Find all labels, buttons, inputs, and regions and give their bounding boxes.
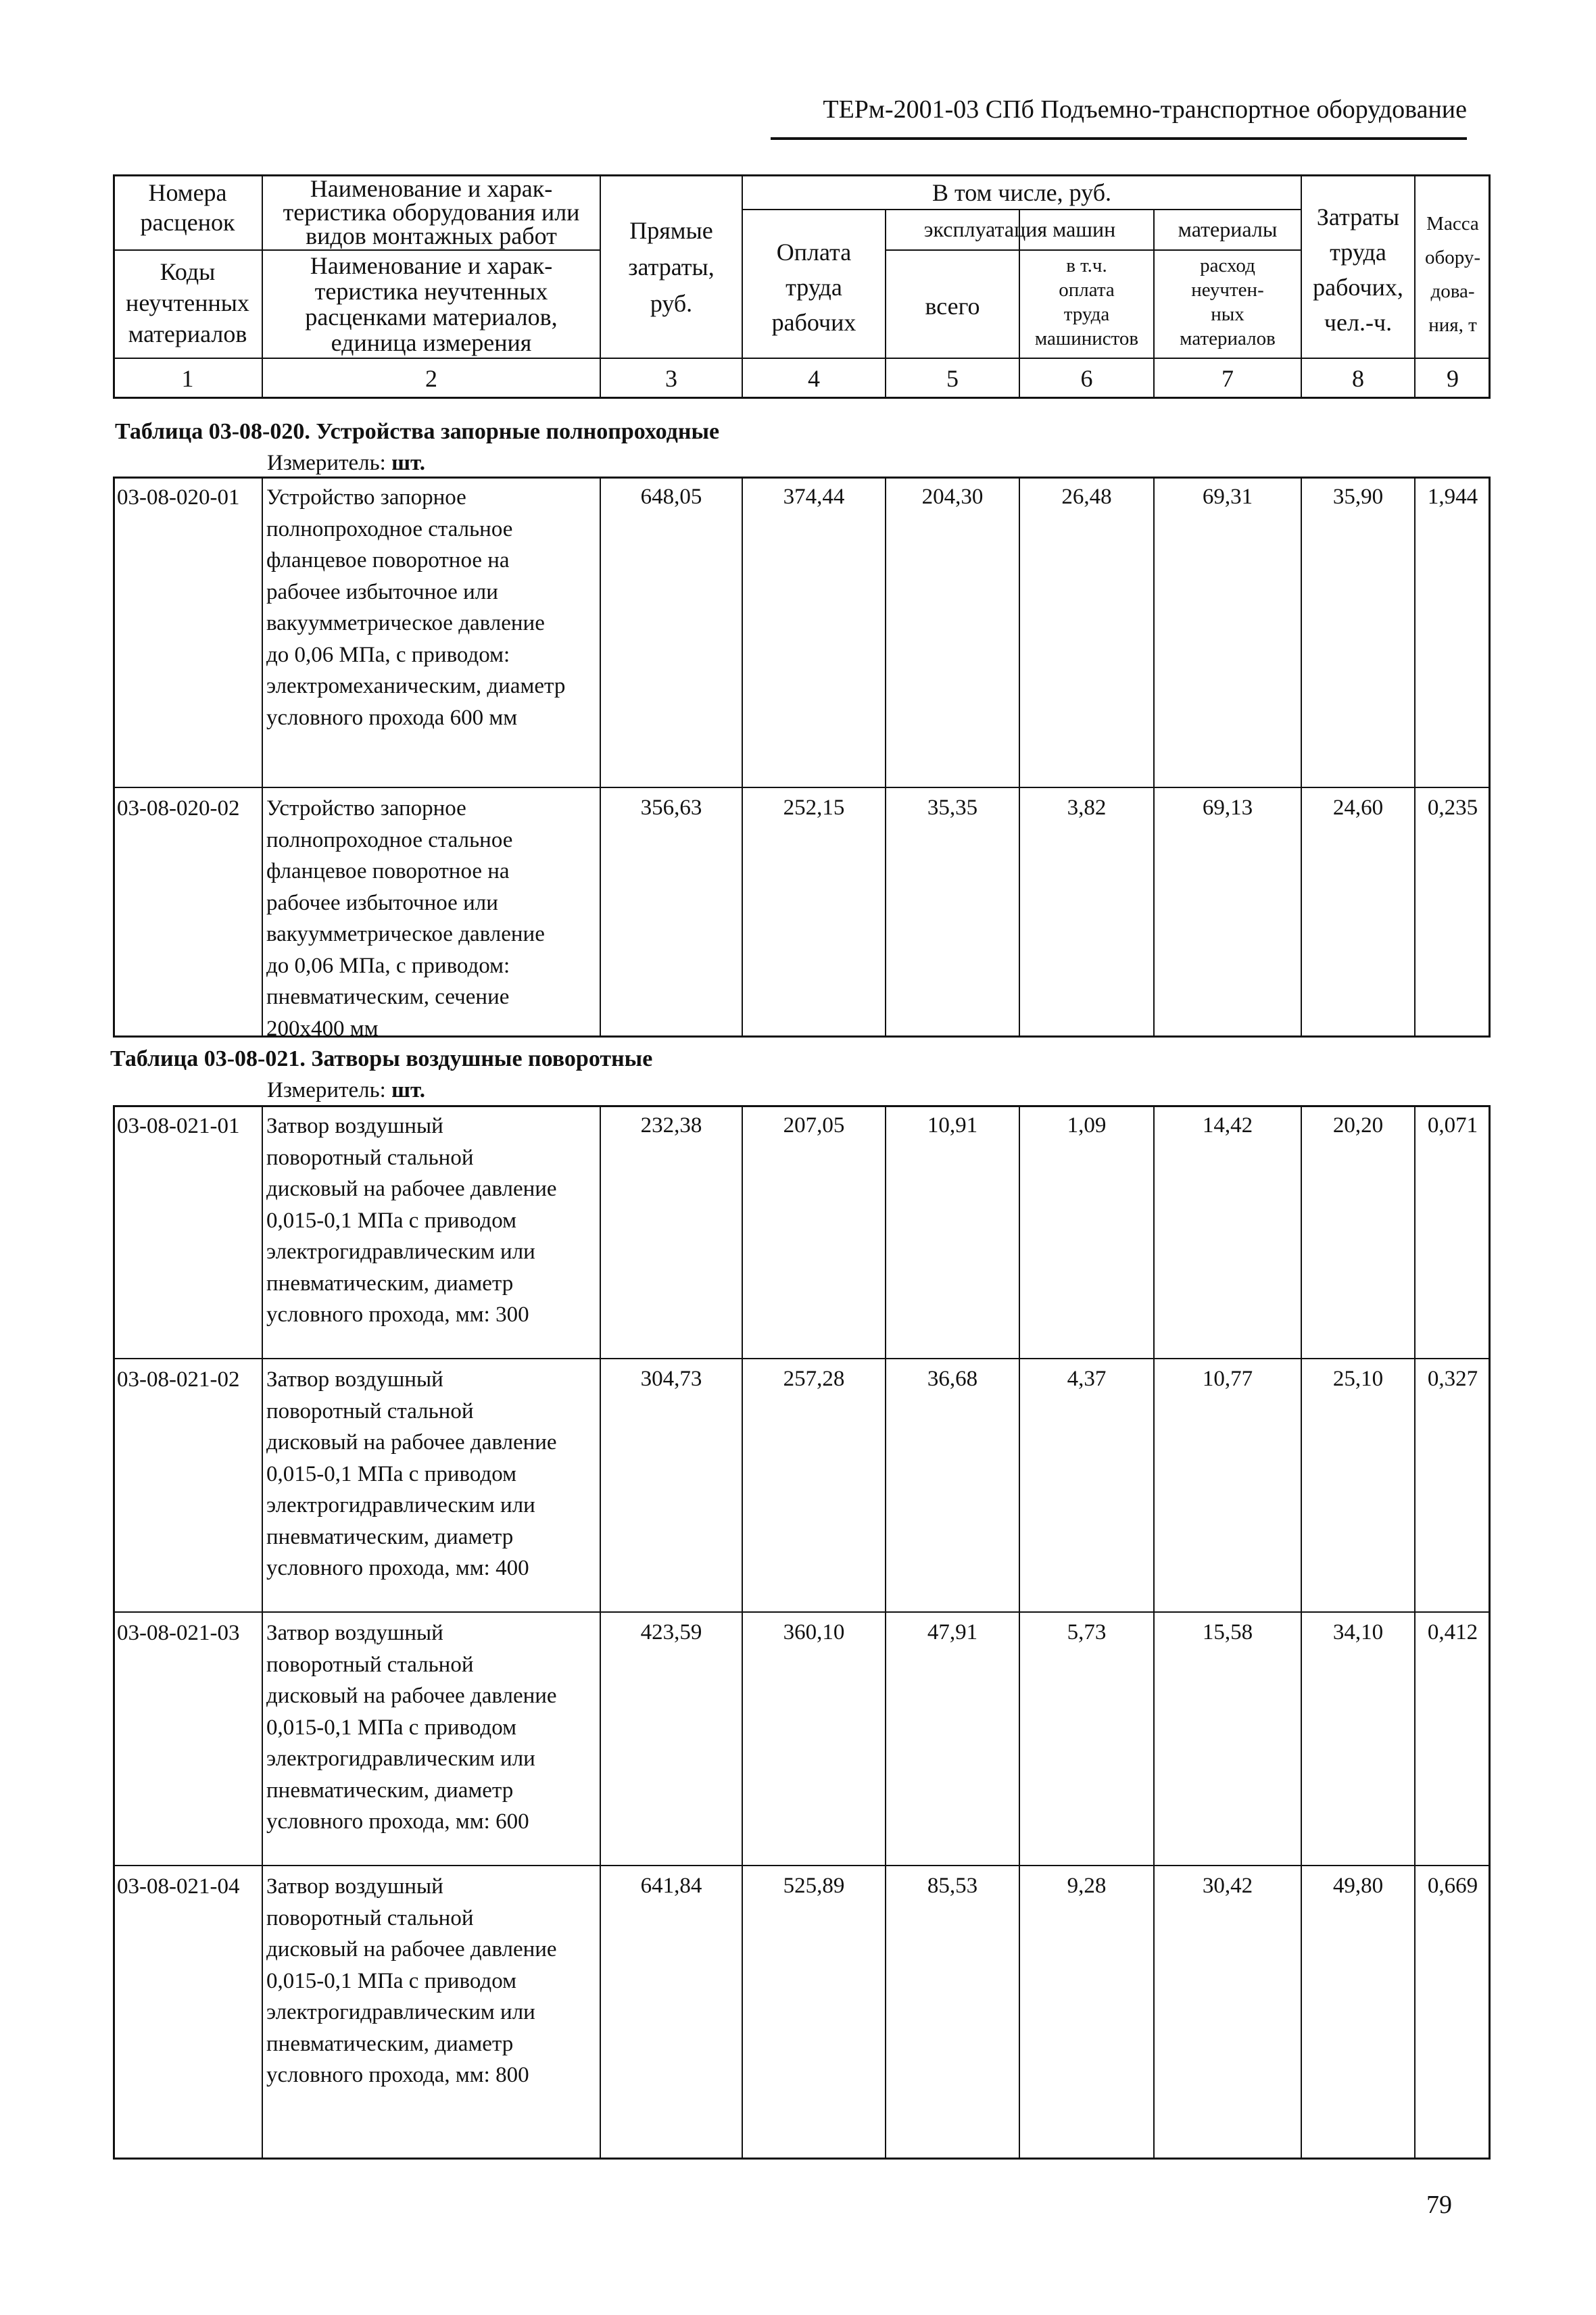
header-col2-bottom: теристика неучтенных — [314, 278, 548, 305]
work-description-line: до 0,06 МПа, с приводом: — [266, 953, 510, 978]
page-number: 79 — [1426, 2191, 1452, 2219]
table-column-rule — [1153, 477, 1155, 1038]
cost-value: 257,28 — [783, 1367, 845, 1391]
cost-value: 0,669 — [1427, 1874, 1478, 1898]
work-description-line: поворотный стальной — [266, 1398, 474, 1423]
header-col8: рабочих, — [1313, 274, 1403, 301]
rate-code: 03-08-020-02 — [117, 796, 240, 821]
work-description-line: вакуумметрическое давление — [266, 611, 545, 635]
work-description-line: электрогидравлическим или — [266, 1493, 535, 1517]
header-rule — [771, 137, 1467, 140]
cost-value: 3,82 — [1067, 796, 1107, 820]
work-description-line: 0,015-0,1 МПа с приводом — [266, 1968, 516, 1993]
cost-value: 423,59 — [640, 1620, 702, 1644]
work-description-line: поворотный стальной — [266, 1145, 474, 1170]
header-column-number: 1 — [181, 365, 194, 392]
cost-value: 36,68 — [927, 1367, 978, 1391]
work-description-line: условного прохода, мм: 400 — [266, 1556, 529, 1580]
cost-value: 648,05 — [640, 485, 702, 509]
section-caption: Таблица 03-08-021. Затворы воздушные поворотные — [110, 1046, 653, 1071]
header-column-number: 2 — [425, 365, 437, 392]
section-caption: Таблица 03-08-020. Устройства запорные полнопроходные — [115, 419, 720, 444]
cost-value: 525,89 — [783, 1874, 845, 1898]
unit-value: шт. — [391, 451, 425, 475]
header-col7: расход — [1200, 255, 1255, 276]
header-col3: руб. — [650, 290, 693, 317]
header-col1-top: расценок — [140, 209, 235, 236]
cost-value: 0,235 — [1427, 796, 1478, 820]
cost-value: 360,10 — [783, 1620, 845, 1644]
cost-value: 9,28 — [1067, 1874, 1107, 1898]
work-description-line: электромеханическим, диаметр — [266, 674, 566, 698]
unit-line: Измеритель: шт. — [267, 451, 425, 475]
work-description-line: поворотный стальной — [266, 1652, 474, 1677]
work-description-line: 200x400 мм — [266, 1016, 379, 1041]
cost-value: 14,42 — [1202, 1113, 1253, 1138]
cost-value: 69,13 — [1202, 796, 1253, 820]
header-col7: материалов — [1180, 328, 1276, 349]
cost-value: 4,37 — [1067, 1367, 1107, 1391]
header-col2-bottom: единица измерения — [331, 329, 532, 356]
cost-value: 232,38 — [640, 1113, 702, 1138]
header-column-number: 4 — [808, 365, 820, 392]
header-col4: труда — [785, 274, 842, 301]
header-group-label: В том числе, руб. — [932, 179, 1112, 206]
header-materials-label: материалы — [1178, 217, 1278, 241]
work-description-line: фланцевое поворотное на — [266, 548, 510, 572]
rate-code: 03-08-021-02 — [117, 1367, 240, 1392]
cost-value: 35,35 — [927, 796, 978, 820]
header-col1-bottom: неучтенных — [126, 289, 249, 316]
cost-value: 10,91 — [927, 1113, 978, 1138]
header-machines-label: эксплуатация машин — [923, 217, 1116, 241]
unit-line: Измеритель: шт. — [267, 1078, 425, 1102]
header-col1-bottom: Коды — [160, 258, 216, 285]
table-column-rule — [262, 1105, 263, 2160]
cost-value: 374,44 — [783, 485, 845, 509]
work-description-line: условного прохода, мм: 600 — [266, 1809, 529, 1834]
table-column-rule — [1301, 477, 1302, 1038]
header-col8: чел.-ч. — [1324, 309, 1393, 336]
work-description-line: дисковый на рабочее давление — [266, 1937, 557, 1961]
header-col2-bottom: Наименование и харак- — [310, 252, 553, 279]
header-col1-top: Номера — [148, 179, 227, 206]
header-col1-bottom: материалов — [128, 320, 247, 347]
cost-value: 207,05 — [783, 1113, 845, 1138]
work-description-line: дисковый на рабочее давление — [266, 1430, 557, 1455]
header-col5: всего — [925, 293, 980, 320]
header-col7: неучтен- — [1191, 279, 1264, 301]
table-column-rule — [1019, 477, 1020, 1038]
cost-value: 85,53 — [927, 1874, 978, 1898]
work-description-line: Затвор воздушный — [266, 1114, 443, 1138]
header-col4: Оплата — [776, 239, 852, 266]
work-description-line: рабочее избыточное или — [266, 579, 498, 604]
header-col3: Прямые — [629, 217, 713, 244]
cost-value: 0,071 — [1427, 1113, 1478, 1138]
work-description-line: вакуумметрическое давление — [266, 922, 545, 946]
header-col8: Затраты — [1316, 203, 1400, 230]
cost-value: 304,73 — [640, 1367, 702, 1391]
header-col8: труда — [1330, 239, 1386, 266]
rate-code: 03-08-021-01 — [117, 1114, 240, 1138]
cost-value: 69,31 — [1202, 485, 1253, 509]
header-column-number: 5 — [946, 365, 959, 392]
cost-value: 1,09 — [1067, 1113, 1107, 1138]
rate-code: 03-08-021-03 — [117, 1621, 240, 1645]
header-col2-top: Наименование и харак- — [310, 175, 553, 202]
table-row-rule — [113, 1358, 1491, 1359]
cost-value: 356,63 — [640, 796, 702, 820]
cost-value: 5,73 — [1067, 1620, 1107, 1644]
header-col7: ных — [1211, 303, 1244, 325]
table-row-rule — [113, 1865, 1491, 1866]
unit-value: шт. — [391, 1078, 425, 1102]
table-column-rule — [1414, 477, 1416, 1038]
work-description-line: электрогидравлическим или — [266, 1240, 535, 1264]
header-column-number: 9 — [1447, 365, 1459, 392]
header-col9: ния, т — [1428, 314, 1477, 336]
cost-value: 25,10 — [1332, 1367, 1384, 1391]
work-description-line: дисковый на рабочее давление — [266, 1177, 557, 1201]
work-description-line: 0,015-0,1 МПа с приводом — [266, 1461, 516, 1486]
work-description-line: пневматическим, диаметр — [266, 1271, 514, 1296]
work-description-line: дисковый на рабочее давление — [266, 1684, 557, 1708]
header-column-number: 3 — [665, 365, 677, 392]
cost-value: 30,42 — [1202, 1874, 1253, 1898]
cost-value: 26,48 — [1061, 485, 1112, 509]
cost-value: 1,944 — [1427, 485, 1478, 509]
work-description-line: пневматическим, диаметр — [266, 1778, 514, 1803]
work-description-line: пневматическим, диаметр — [266, 1524, 514, 1549]
table-row-rule — [113, 1611, 1491, 1613]
header-col6: труда — [1063, 303, 1110, 325]
header-col3: затраты, — [628, 253, 715, 281]
table-row-rule — [113, 787, 1491, 788]
cost-value: 20,20 — [1332, 1113, 1384, 1138]
cost-value: 15,58 — [1202, 1620, 1253, 1644]
table-column-rule — [262, 477, 263, 1038]
work-description-line: фланцевое поворотное на — [266, 859, 510, 883]
cost-value: 49,80 — [1332, 1874, 1384, 1898]
rate-code: 03-08-021-04 — [117, 1874, 240, 1899]
work-description-line: 0,015-0,1 МПа с приводом — [266, 1208, 516, 1233]
header-group-rule — [742, 209, 1301, 210]
cost-value: 24,60 — [1332, 796, 1384, 820]
work-description-line: Затвор воздушный — [266, 1367, 443, 1392]
header-col6: оплата — [1059, 279, 1115, 301]
work-description-line: электрогидравлическим или — [266, 1747, 535, 1771]
header-col9: дова- — [1430, 281, 1475, 302]
work-description-line: пневматическим, диаметр — [266, 2031, 514, 2056]
header-col9: обору- — [1424, 247, 1481, 268]
work-description-line: условного прохода 600 мм — [266, 705, 518, 730]
table-column-rule — [600, 477, 601, 1038]
table-column-rule — [885, 477, 886, 1038]
header-col2-top: видов монтажных работ — [306, 222, 557, 249]
cost-value: 641,84 — [640, 1874, 702, 1898]
header-col9: Масса — [1426, 213, 1479, 235]
header-split-rule — [113, 249, 600, 251]
work-description-line: Затвор воздушный — [266, 1621, 443, 1645]
header-col2-bottom: расценками материалов, — [305, 303, 558, 331]
header-col6: машинистов — [1034, 328, 1139, 349]
work-description-line: Устройство запорное — [266, 485, 466, 510]
cost-value: 0,412 — [1427, 1620, 1478, 1644]
work-description-line: до 0,06 МПа, с приводом: — [266, 642, 510, 667]
work-description-line: поворотный стальной — [266, 1905, 474, 1930]
work-description-line: пневматическим, сечение — [266, 985, 510, 1009]
work-description-line: рабочее избыточное или — [266, 890, 498, 915]
cost-value: 35,90 — [1332, 485, 1384, 509]
work-description-line: полнопроходное стальное — [266, 516, 513, 541]
rate-code: 03-08-020-01 — [117, 485, 240, 510]
header-column-number: 8 — [1352, 365, 1364, 392]
header-bottom-rule — [113, 358, 1491, 359]
cost-value: 252,15 — [783, 796, 845, 820]
cost-value: 10,77 — [1202, 1367, 1253, 1391]
header-column-number: 7 — [1222, 365, 1234, 392]
work-description-line: Затвор воздушный — [266, 1874, 443, 1899]
cost-value: 0,327 — [1427, 1367, 1478, 1391]
header-col4: рабочих — [771, 309, 856, 336]
work-description-line: электрогидравлическим или — [266, 2000, 535, 2024]
header-col2-top: теристика оборудования или — [283, 199, 580, 226]
work-description-line: условного прохода, мм: 800 — [266, 2063, 529, 2087]
cost-value: 47,91 — [927, 1620, 978, 1644]
work-description-line: 0,015-0,1 МПа с приводом — [266, 1715, 516, 1740]
table-column-rule — [742, 477, 743, 1038]
header-col6: в т.ч. — [1066, 255, 1107, 276]
running-header: ТЕРм-2001-03 СПб Подъемно-транспортное оборудование — [823, 95, 1467, 124]
work-description-line: Устройство запорное — [266, 796, 466, 821]
work-description-line: условного прохода, мм: 300 — [266, 1302, 529, 1327]
work-description-line: полнопроходное стальное — [266, 827, 513, 852]
cost-value: 204,30 — [921, 485, 984, 509]
header-column-number: 6 — [1080, 365, 1093, 392]
header-subgroup-rule — [886, 249, 1301, 251]
cost-value: 34,10 — [1332, 1620, 1384, 1644]
